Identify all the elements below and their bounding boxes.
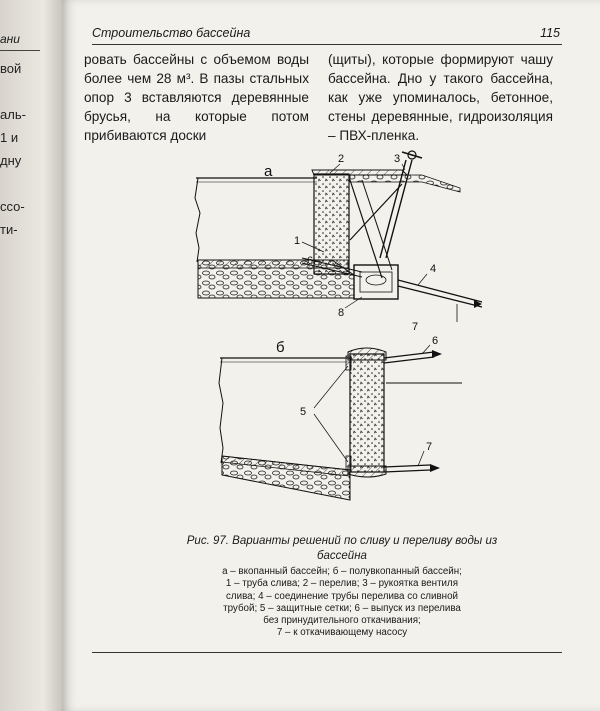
- legend-line: 1 – труба слива; 2 – перелив; 3 – рукоятка вентиля: [225, 578, 459, 590]
- facing-page-fragment: дну: [0, 153, 22, 168]
- figure-caption: Рис. 97. Варианты решений по сливу и переливу воды из бассейна: [186, 535, 498, 562]
- legend-line: 7 – к откачивающему насосу: [276, 627, 408, 639]
- callout-6b: 6: [432, 335, 439, 347]
- callout-7b: 7: [426, 441, 433, 453]
- legend-line: трубой; 5 – защитные сетки; 6 – выпуск из перелива: [223, 602, 461, 614]
- facing-page-edge: [0, 0, 62, 711]
- facing-page-fragment: аль-: [0, 107, 26, 122]
- footer-rule: [92, 652, 562, 653]
- callout-4: 4: [430, 263, 437, 275]
- facing-page-fragment: ссо-: [0, 199, 25, 214]
- facing-page-header: ани: [0, 32, 20, 46]
- facing-page-fragment: вой: [0, 61, 22, 76]
- paragraph-right: (щиты), которые формируют чашу бассейна. Дно у такого бассейна, как уже упоминалось, бетонное, стены деревянные, гидроизоляция – ПВХ-пленка.: [328, 52, 553, 143]
- callout-2: 2: [338, 153, 345, 165]
- variant-a-label: а: [264, 163, 273, 180]
- legend-line: без принудительного откачивания;: [263, 615, 421, 627]
- callout-8: 8: [338, 307, 345, 319]
- facing-page-fragment: ти-: [0, 222, 18, 237]
- callout-6a: 6: [307, 255, 314, 267]
- variant-b-label: б: [276, 339, 285, 356]
- facing-page-fragment: 1 и: [0, 130, 19, 145]
- pool-drain-figure: [62, 140, 600, 530]
- running-title: Строительство бассейна: [92, 26, 251, 40]
- callout-3: 3: [394, 153, 401, 165]
- legend-line: слива; 4 – соединение трубы перелива со сливной: [226, 590, 458, 602]
- callout-7a: 7: [412, 321, 419, 333]
- callout-1: 1: [294, 235, 301, 247]
- text-column-right: [328, 50, 553, 145]
- legend-line: а – вкопанный бассейн; б – полувкопанный бассейн;: [222, 566, 462, 577]
- text-column-left: [84, 50, 309, 145]
- paragraph-left: ровать бассейны с объемом воды более чем 28 м³. В пазы стальных опор 3 вставляются деревянные брусья, на которые потом прибиваются доски: [84, 52, 309, 143]
- variant-a-drawing: [195, 151, 482, 333]
- variant-b-drawing: [219, 335, 462, 500]
- callout-5: 5: [300, 406, 307, 418]
- header-rule: [92, 44, 562, 45]
- pool-drain-drawing: [62, 140, 600, 530]
- page-number: 115: [540, 26, 560, 40]
- book-page: [62, 0, 600, 711]
- figure-legend: [172, 566, 512, 640]
- facing-page-rule: [0, 50, 40, 51]
